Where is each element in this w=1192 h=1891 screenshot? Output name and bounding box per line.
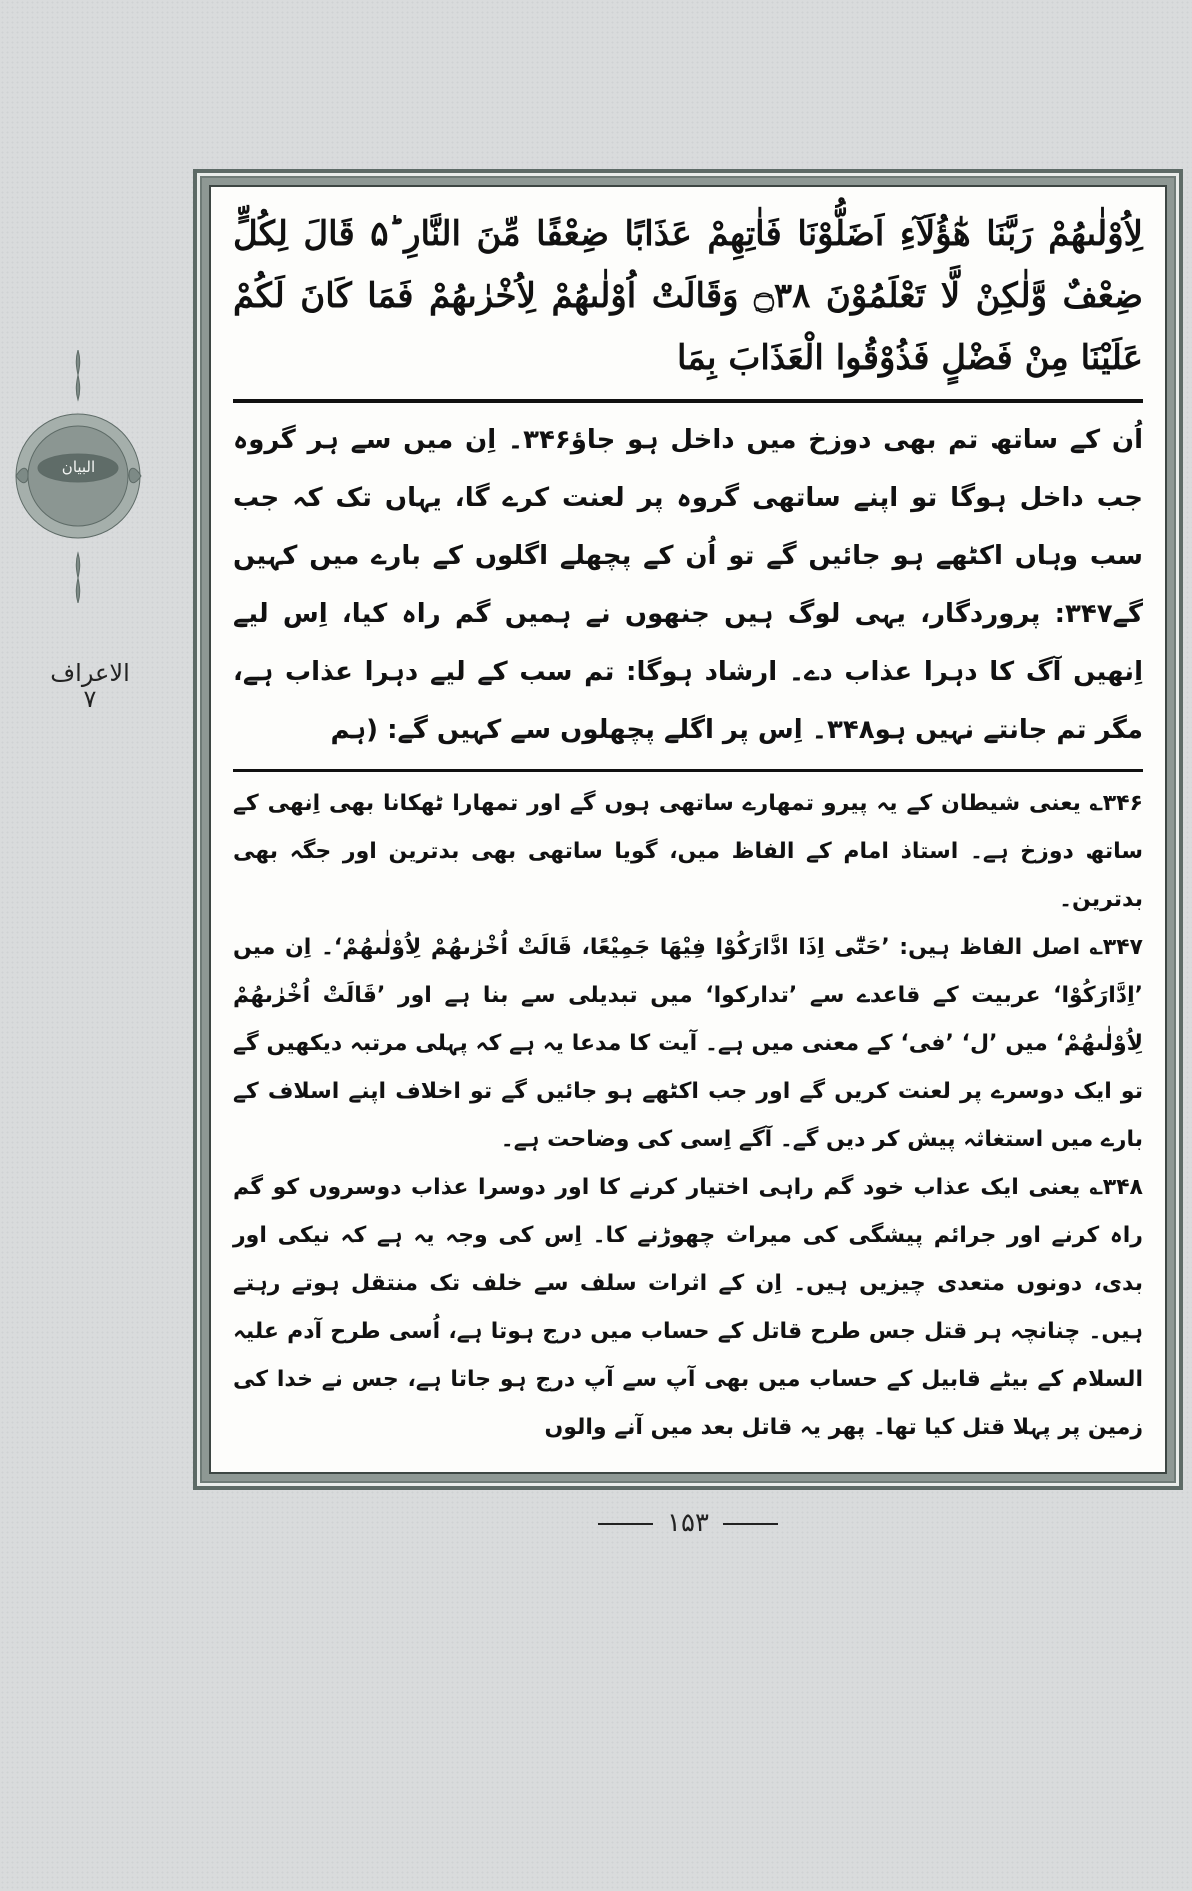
margin-ornament xyxy=(12,350,145,603)
footnote-line: ۳۴۸؎ یعنی ایک عذاب خود گم راہی اختیار کرنے کا اور دوسرا عذاب دوسروں کو گم راہ کرنے اور xyxy=(233,1175,1143,1248)
surah-number: ۷ xyxy=(83,685,97,713)
footnote-line: آپ درج ہو جاتا ہے، جس نے خدا کی زمین پر پہلا قتل کیا تھا۔ پھر یہ قاتل بعد میں آنے والوں xyxy=(233,1367,1143,1440)
translation-line: اپنے ساتھی گروہ پر لعنت کرے گا، یہاں تک کہ جب سب وہاں اکٹھے ہو جائیں گے تو xyxy=(233,483,1143,571)
footnote-line: اِن میں ’اِدَّارَكُوْا‘ عربیت کے قاعدے سے ’تدارکوا‘ میں تبدیلی سے بنا ہے اور ’قَالَتْ اُخْرٰىهُمْ xyxy=(233,935,1143,1008)
page-number xyxy=(193,1508,1183,1538)
arabic-line: فَمَا كَانَ لَكُمْ عَلَيْنَا مِنْ فَضْلٍ فَذُوْقُوا الْعَذَابَ بِمَا xyxy=(233,276,1143,378)
surah-marker xyxy=(40,660,140,712)
page-frame xyxy=(193,169,1183,1490)
arabic-line: لِاُوْلٰىهُمْ رَبَّنَا هٰٓؤُلَآءِ اَضَلُّوْنَا فَاٰتِهِمْ عَذَابًا ضِعْفًا مِّنَ النَّارِ ۵ؕ xyxy=(370,214,1144,254)
divider xyxy=(233,399,1143,403)
footnote-line: لِاُوْلٰىهُمْ‘ میں ’ل‘ ’فی‘ کے معنی میں ہے۔ آیت کا مدعا یہ ہے کہ پہلی مرتبہ دیکھیں گے تو ایک xyxy=(233,1031,1143,1104)
divider xyxy=(233,769,1143,772)
page-number-text: ۱۵۳ xyxy=(667,1508,709,1538)
dash-decoration xyxy=(598,1523,653,1525)
ornament-label: البیان xyxy=(61,458,96,476)
floral-ornament-icon xyxy=(12,350,145,603)
translation-line: ہمیں گم راہ کیا، اِس لیے اِنھیں آگ کا دہرا عذاب دے۔ ارشاد ہوگا: تم سب کے لیے xyxy=(233,599,1143,687)
page-content xyxy=(209,185,1167,1474)
footnote-line: جرائم پیشگی کی میراث چھوڑنے کا۔ اِس کی وجہ یہ ہے کہ نیکی اور بدی، دونوں متعدی چیزیں ہیں۔ xyxy=(233,1223,1143,1296)
page-column xyxy=(193,169,1183,1538)
footnote-line: ۳۴۶؎ یعنی شیطان کے یہ پیرو تمھارے ساتھی ہوں گے اور تمھارا ٹھکانا بھی اِنھی کے ساتھ xyxy=(233,791,1143,864)
footnote-line: استغاثہ پیش کر دیں گے۔ آگے اِسی کی وضاحت ہے۔ xyxy=(500,1127,1044,1152)
footnote-line: حساب میں درج ہوتا ہے، اُسی طرح آدم علیہ السلام کے بیٹے قابیل کے حساب میں بھی آپ سے xyxy=(233,1319,1143,1392)
surah-name: الاعراف xyxy=(50,659,130,687)
footnote-348 xyxy=(233,1164,1143,1452)
footnote-line: دوسرے پر لعنت کریں گے اور جب اکٹھے ہو جائیں گے تو اخلاف اپنے اسلاف کے بارے میں xyxy=(233,1079,1143,1152)
arabic-line: قَالَ لِكُلٍّ ضِعْفٌ وَّلٰكِنْ لَّا تَعْلَمُوْنَ ۝۳۸ وَقَالَتْ اُوْلٰىهُمْ لِاُخْرٰىهُمْ xyxy=(233,214,1143,316)
translation-line: دہرا عذاب ہے، مگر تم جانتے نہیں ہو۳۴۸۔ اِس پر اگلے پچھلوں سے کہیں گے: (ہم xyxy=(233,657,1143,745)
footnote-line: دوزخ ہے۔ استاذ امام کے الفاظ میں، گویا ساتھی بھی بدترین اور جگہ بھی بدترین۔ xyxy=(233,839,1143,912)
dash-decoration xyxy=(723,1523,778,1525)
footnotes xyxy=(233,780,1143,1452)
footnote-346 xyxy=(233,780,1143,924)
translation-line: اُن کے پچھلے اگلوں کے بارے میں کہیں گے۳۴۷: پروردگار، یہی لوگ ہیں جنھوں نے xyxy=(233,541,1143,629)
arabic-text xyxy=(233,203,1143,389)
footnote-line: اِن کے اثرات سلف سے خلف تک منتقل ہوتے رہتے ہیں۔ چنانچہ ہر قتل جس طرح قاتل کے xyxy=(233,1271,1144,1344)
footnote-line: ۳۴۷؎ اصل الفاظ ہیں: ’حَتّٰٓى اِذَا ادَّارَكُوْا فِيْهَا جَمِيْعًا، قَالَتْ اُخْرٰىهُمْ لِاُوْلٰىهُمْ‘۔ xyxy=(320,935,1143,960)
translation-text xyxy=(233,411,1143,759)
footnote-347 xyxy=(233,924,1143,1164)
translation-line: اُن کے ساتھ تم بھی دوزخ میں داخل ہو جاؤ۳۴۶۔ اِن میں سے ہر گروہ جب داخل ہوگا تو xyxy=(233,425,1143,513)
